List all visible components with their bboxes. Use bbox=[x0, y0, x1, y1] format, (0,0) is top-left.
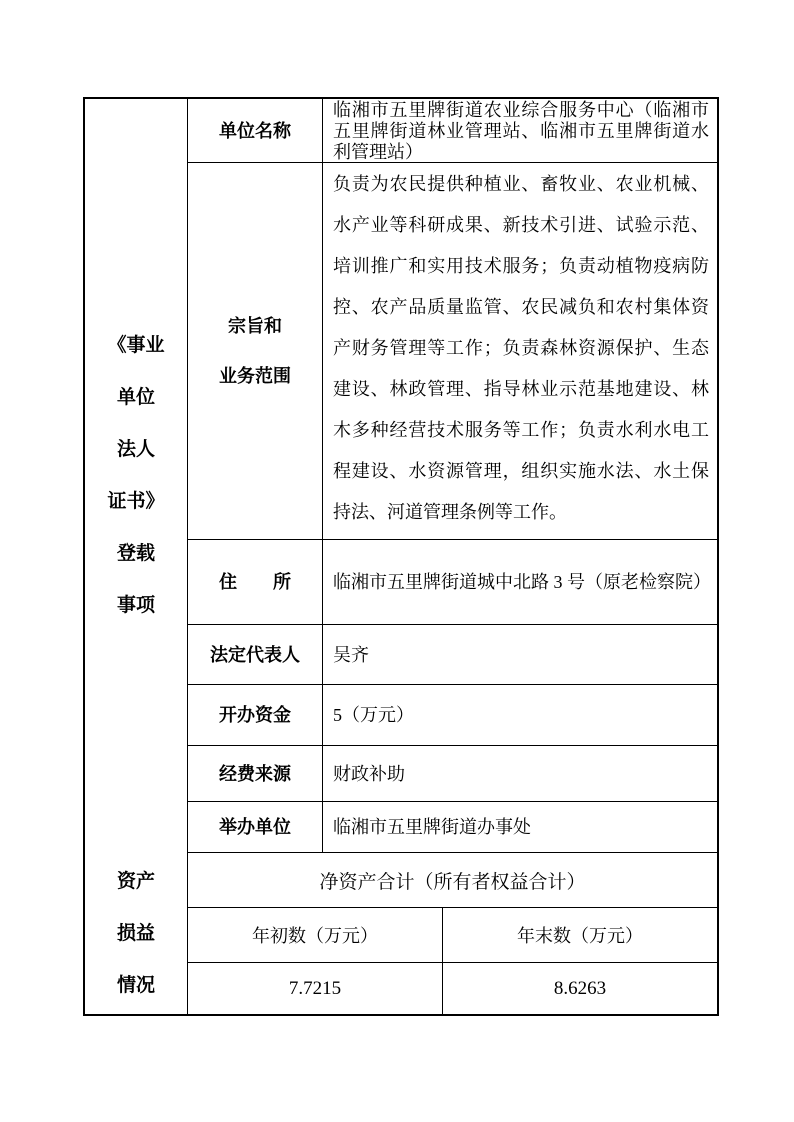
label-address: 住 所 bbox=[188, 540, 323, 625]
year-end-value: 8.6263 bbox=[553, 977, 607, 999]
value-opening-funds: 5（万元） bbox=[323, 685, 717, 746]
left-header-line: 法人 bbox=[116, 439, 155, 460]
value-legal-representative: 吴齐 bbox=[323, 625, 717, 685]
left-header-line: 资产 bbox=[116, 870, 155, 892]
left-header-line: 《事业 bbox=[107, 335, 165, 356]
year-start-value: 7.7215 bbox=[188, 963, 443, 1014]
value-address: 临湘市五里牌街道城中北路 3 号（原老检察院） bbox=[323, 540, 717, 625]
registration-table bbox=[83, 97, 719, 1016]
asset-profit-loss-section bbox=[85, 853, 717, 1014]
label-sponsor-unit: 举办单位 bbox=[188, 802, 323, 853]
left-header-certificate-items bbox=[85, 99, 188, 853]
label-purpose-scope: 宗旨和 业务范围 bbox=[188, 163, 323, 540]
year-end-column-header: 年末数（万元） bbox=[443, 908, 717, 963]
year-start-column-header: 年初数（万元） bbox=[188, 908, 443, 963]
value-unit-name: 临湘市五里牌街道农业综合服务中心（临湘市五里牌街道林业管理站、临湘市五里牌街道水利管理站） bbox=[323, 99, 717, 163]
label-opening-funds: 开办资金 bbox=[188, 685, 323, 746]
left-header-line: 证书》 bbox=[107, 491, 165, 512]
net-assets-total-header: 净资产合计（所有者权益合计） bbox=[188, 853, 717, 908]
left-header-line: 事项 bbox=[116, 595, 155, 616]
left-header-line: 单位 bbox=[116, 387, 155, 408]
label-unit-name: 单位名称 bbox=[188, 99, 323, 163]
left-header-line: 情况 bbox=[116, 974, 155, 996]
value-funding-source: 财政补助 bbox=[323, 746, 717, 802]
left-header-line: 损益 bbox=[116, 922, 155, 944]
label-legal-representative: 法定代表人 bbox=[188, 625, 323, 685]
left-header-asset-profit-loss bbox=[85, 853, 188, 1014]
value-sponsor-unit: 临湘市五里牌街道办事处 bbox=[323, 802, 717, 853]
value-purpose-scope: 负责为农民提供种植业、畜牧业、农业机械、水产业等科研成果、新技术引进、试验示范、培训推广和实用技术服务；负责动植物疫病防控、农产品质量监管、农民减负和农村集体资产财务管理等工作；负责森林资源保护、生态建设、林政管理、指导林业示范基地建设、林木多种经营技术服务等工作；负责水利水电工程建设、水资源管理，组织实施水法、水土保持法、河道管理条例等工作。 bbox=[323, 163, 717, 540]
left-header-line: 登载 bbox=[116, 543, 155, 564]
certificate-items-section bbox=[85, 99, 717, 853]
label-funding-source: 经费来源 bbox=[188, 746, 323, 802]
